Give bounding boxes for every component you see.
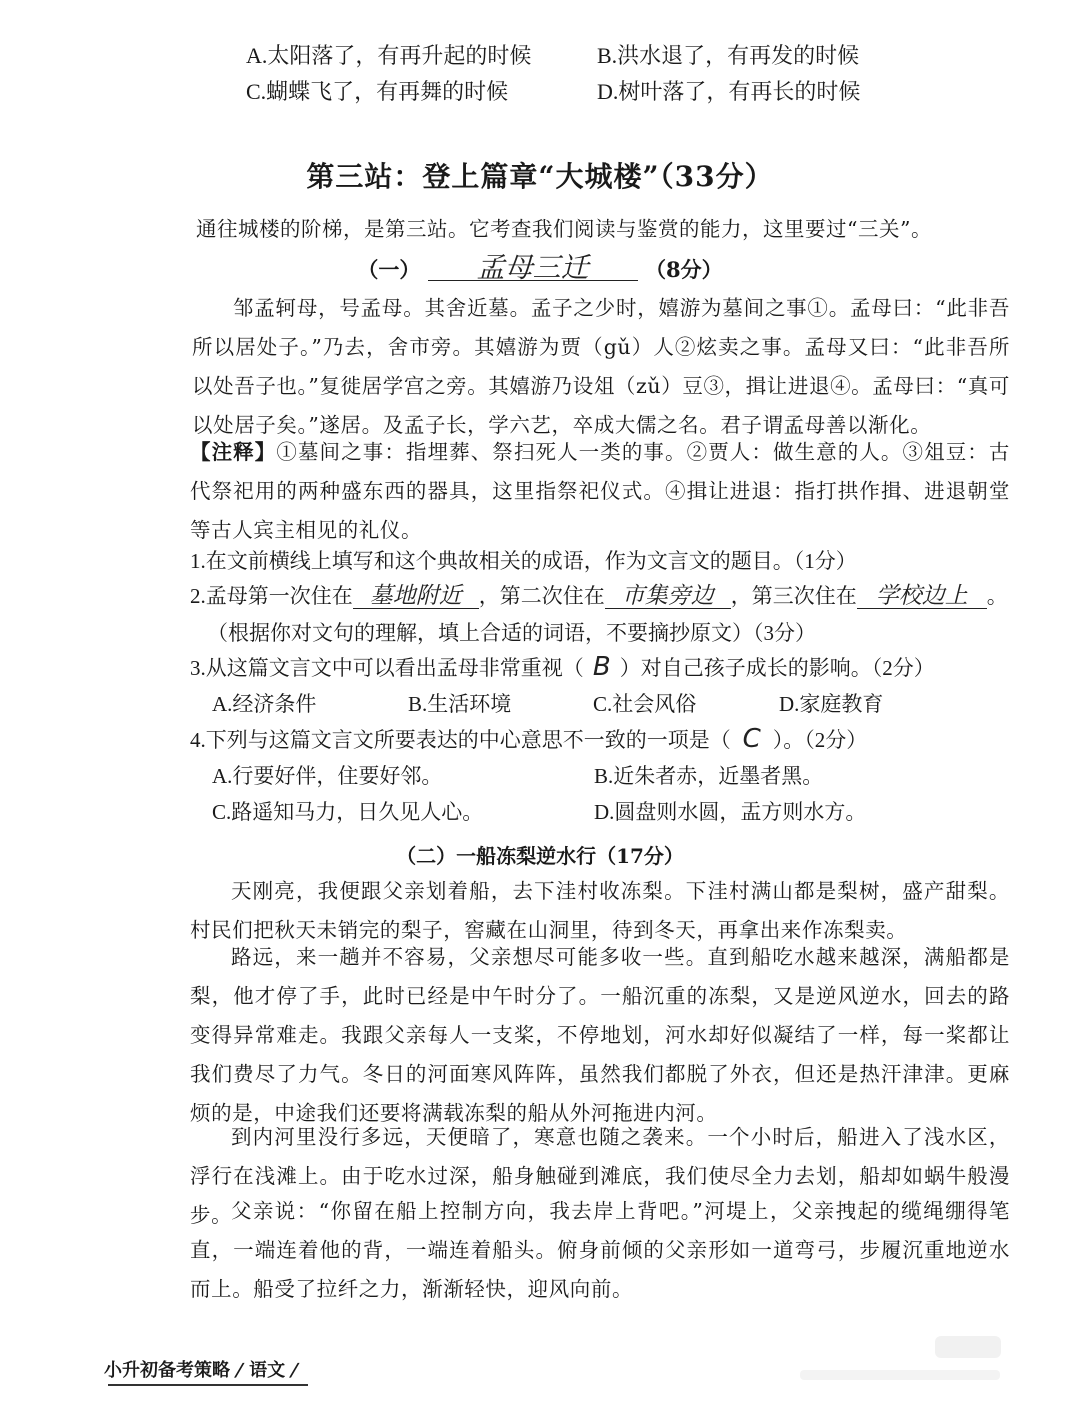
part2-paragraph-3: 到内河里没行多远，天便暗了，寒意也随之袭来。一个小时后，船进入了浅水区，浮行在浅滩上。由于吃水过深，船身触碰到滩底，我们使尽全力去划，船却如蜗牛般漫步。 (190, 1125, 1010, 1227)
watermark-strip (800, 1370, 1000, 1380)
part1-score: （8分） (645, 257, 723, 282)
note-tag: 【注释】 (190, 440, 277, 464)
q3-option-b: B.生活环境 (408, 692, 512, 716)
question-1: 1.在文前横线上填写和这个典故相关的成语，作为文言文的题目。（1分） (190, 549, 857, 573)
part2-paragraph-4: 父亲说：“你留在船上控制方向，我去岸上背吧。”河堤上，父亲拽起的缆绳绷得笔直，一端连着他的背，一端连着船头。俯身前倾的父亲形如一道弯弓，步履沉重地逆水而上。船受了拉纤之力，渐渐轻快，迎风向前。 (190, 1199, 1010, 1301)
q4-option-b: B.近朱者赤，近墨者黑。 (594, 764, 824, 788)
part1-passage: 邹孟轲母，号孟母。其舍近墓。孟子之少时，嬉游为墓间之事①。孟母曰：“此非吾所以居处子。”乃去，舍市旁。其嬉游为贾（gǔ）人②炫卖之事。孟母又曰：“此非吾所以处吾子也。”复徙居学宫之旁。其嬉游乃设俎（zǔ）豆③，揖让进退④。孟母曰：“真可以处居子矣。”遂居。及孟子长，学六艺，卒成大儒之名。君子谓孟母善以渐化。 (192, 296, 1010, 437)
part1-title-answer: 孟母三迁 (428, 256, 638, 281)
option-d: D.树叶落了，有再长的时候 (597, 79, 861, 104)
footer-slash-left: / (233, 1360, 246, 1381)
q3-option-a: A.经济条件 (212, 692, 317, 716)
q4-answer: C (742, 724, 761, 754)
footer-text: 小升初备考策略 (104, 1360, 230, 1381)
option-a: A.太阳落了，有再升起的时候 (246, 43, 532, 68)
q3-option-d: D.家庭教育 (779, 692, 884, 716)
part1-heading (0, 251, 1080, 284)
question-2: 2.孟母第一次住在 墓地附近 ，第二次住在 市集旁边 ，第三次住在 学校边上 。 (190, 583, 1008, 609)
part1-notes (190, 433, 1010, 550)
q2-answer-2: 市集旁边 (605, 584, 731, 609)
q2-answer-3: 学校边上 (857, 584, 987, 609)
footer-subject: 语文 (249, 1360, 286, 1381)
note-text: ①墓间之事：指埋葬、祭扫死人一类的事。②贾人：做生意的人。③俎豆：古代祭祀用的两种盛东西的器具，这里指祭祀仪式。④揖让进退：指打拱作揖、进退朝堂等古人宾主相见的礼仪。 (190, 440, 1010, 542)
question-4: 4.下列与这篇文言文所要表达的中心意思不一致的一项是（ C ）。（2分） (190, 724, 868, 754)
q2-answer-1: 墓地附近 (353, 584, 479, 609)
question-3: 3.从这篇文言文中可以看出孟母非常重视（ B ）对自己孩子成长的影响。（2分） (190, 652, 935, 682)
part2-paragraph-1: 天刚亮，我便跟父亲划着船，去下洼村收冻梨。下洼村满山都是梨树，盛产甜梨。村民们把秋天未销完的梨子，窖藏在山洞里，待到冬天，再拿出来作冻梨卖。 (190, 879, 1010, 942)
option-c: C.蝴蝶飞了，有再舞的时候 (246, 79, 509, 104)
question-2-hint: （根据你对文句的理解，填上合适的词语，不要摘抄原文）（3分） (207, 621, 816, 645)
q3-answer: B (592, 652, 611, 682)
footer-slash-right: / (288, 1360, 301, 1381)
q3-option-c: C.社会风俗 (593, 692, 697, 716)
q4-option-a: A.行要好伴，住要好邻。 (212, 764, 443, 788)
option-b: B.洪水退了，有再发的时候 (597, 43, 860, 68)
part2-title: （二）一船冻梨逆水行（17分） (396, 844, 684, 868)
part1-num: （一） (357, 257, 421, 282)
q4-option-d: D.圆盘则水圆，盂方则水方。 (594, 800, 867, 824)
q4-option-c: C.路遥知马力，日久见人心。 (212, 800, 484, 824)
part2-paragraph-2: 路远，来一趟并不容易，父亲想尽可能多收一些。直到船吃水越来越深，满船都是梨，他才停了手，此时已经是中午时分了。一船沉重的冻梨，又是逆风逆水，回去的路变得异常难走。我跟父亲每人一支桨，不停地划，河水却好似凝结了一样，每一桨都让我们费尽了力气。冬日的河面寒风阵阵，虽然我们都脱了外衣，但还是热汗津津。更麻烦的是，中途我们还要将满载冻梨的船从外河拖进内河。 (190, 945, 1010, 1125)
section-intro: 通往城楼的阶梯，是第三站。它考查我们阅读与鉴赏的能力，这里要过“三关”。 (196, 217, 932, 241)
watermark-logo (935, 1336, 1001, 1358)
footer-label (104, 1356, 301, 1382)
section-title: 第三站：登上篇章“大城楼”（33分） (306, 160, 774, 193)
footer-underline (108, 1384, 308, 1386)
